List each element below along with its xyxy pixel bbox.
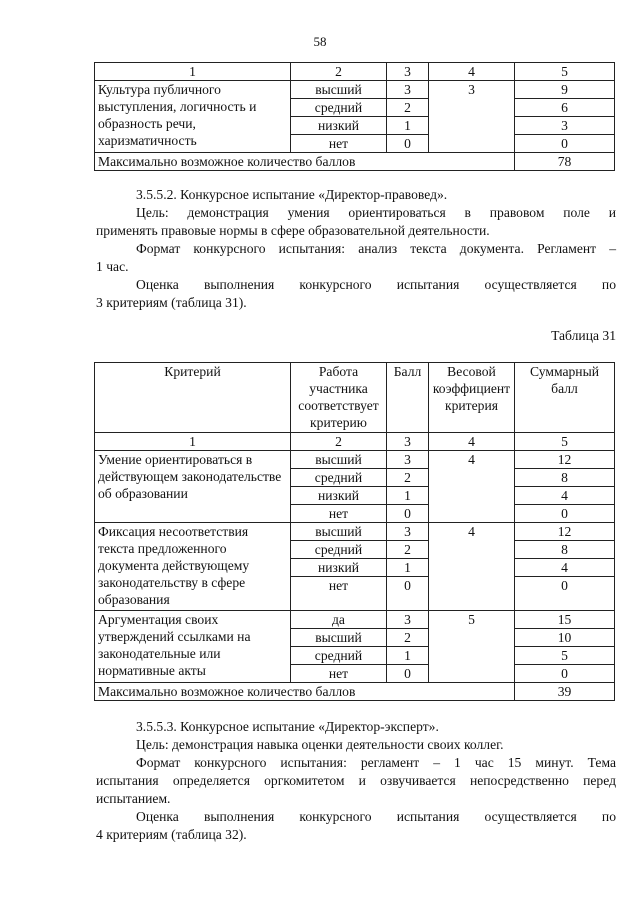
column-number-row (95, 433, 615, 451)
col-number: 5 (515, 433, 615, 451)
total-cell: 0 (515, 135, 615, 153)
level-cell: средний (291, 647, 387, 665)
level-cell: средний (291, 469, 387, 487)
total-cell: 0 (515, 577, 615, 611)
total-cell: 8 (515, 541, 615, 559)
table-top (94, 62, 615, 171)
score-cell: 1 (387, 487, 429, 505)
score-cell: 0 (387, 665, 429, 683)
total-cell: 12 (515, 523, 615, 541)
total-cell: 5 (515, 647, 615, 665)
score-cell: 0 (387, 577, 429, 611)
level-cell: средний (291, 99, 387, 117)
col-number: 5 (515, 63, 615, 81)
criterion-cell: Культура публичного выступления, логичность и образность речи, харизматичность (95, 81, 291, 153)
level-cell: нет (291, 135, 387, 153)
score-cell: 0 (387, 505, 429, 523)
total-cell: 12 (515, 451, 615, 469)
col-number: 4 (429, 433, 515, 451)
level-cell: высший (291, 523, 387, 541)
criterion-cell: Аргументация своих утверждений ссылками на законодательные или нормативные акты (95, 611, 291, 683)
header-row (95, 363, 615, 433)
section-director-lawyer (96, 186, 616, 312)
score-cell: 2 (387, 99, 429, 117)
format-text: испытанием. (96, 791, 171, 806)
max-label: Максимально возможное количество баллов (95, 683, 515, 701)
header-work: Работа участника соответствует критерию (291, 363, 387, 433)
evaluation-text: 3 критериям (таблица 31). (96, 295, 247, 310)
score-cell: 0 (387, 135, 429, 153)
page-number: 58 (313, 34, 327, 49)
total-cell: 0 (515, 665, 615, 683)
header-criterion: Критерий (95, 363, 291, 433)
evaluation-text: Оценка выполнения конкурсного испытания осуществляется по (136, 277, 616, 292)
evaluation-text: 4 критериям (таблица 32). (96, 827, 247, 842)
section-director-expert (96, 718, 616, 844)
col-number: 2 (291, 433, 387, 451)
criterion-cell: Фиксация несоответствия текста предложенного документа действующему законодательству в сфере образования (95, 523, 291, 611)
table-row (95, 523, 615, 541)
level-cell: нет (291, 665, 387, 683)
weight-cell: 3 (429, 81, 515, 153)
score-cell: 1 (387, 117, 429, 135)
level-cell: низкий (291, 487, 387, 505)
score-cell: 3 (387, 81, 429, 99)
header-score: Балл (387, 363, 429, 433)
table-row (95, 451, 615, 469)
weight-cell: 5 (429, 611, 515, 683)
evaluation-text: Оценка выполнения конкурсного испытания осуществляется по (136, 809, 616, 824)
max-row (95, 153, 615, 171)
level-cell: нет (291, 505, 387, 523)
format-text: 1 час. (96, 259, 129, 274)
total-cell: 6 (515, 99, 615, 117)
total-cell: 3 (515, 117, 615, 135)
weight-cell: 4 (429, 523, 515, 611)
max-label: Максимально возможное количество баллов (95, 153, 515, 171)
total-cell: 4 (515, 559, 615, 577)
total-cell: 9 (515, 81, 615, 99)
section-heading: 3.5.5.2. Конкурсное испытание «Директор-правовед». (136, 187, 448, 202)
level-cell: высший (291, 451, 387, 469)
total-cell: 8 (515, 469, 615, 487)
col-number: 2 (291, 63, 387, 81)
score-cell: 2 (387, 469, 429, 487)
level-cell: да (291, 611, 387, 629)
max-value: 39 (515, 683, 615, 701)
score-cell: 2 (387, 541, 429, 559)
format-text: Формат конкурсного испытания: анализ текста документа. Регламент – (136, 241, 616, 256)
level-cell: низкий (291, 117, 387, 135)
max-row (95, 683, 615, 701)
goal-text: Цель: демонстрация умения ориентироваться в правовом поле и (136, 205, 616, 220)
total-cell: 10 (515, 629, 615, 647)
weight-cell: 4 (429, 451, 515, 523)
level-cell: средний (291, 541, 387, 559)
score-cell: 3 (387, 451, 429, 469)
section-heading: 3.5.5.3. Конкурсное испытание «Директор-эксперт». (136, 719, 439, 734)
score-cell: 3 (387, 523, 429, 541)
total-cell: 4 (515, 487, 615, 505)
column-number-row (95, 63, 615, 81)
table-row (95, 611, 615, 629)
table-31 (94, 362, 615, 701)
format-text: Формат конкурсного испытания: регламент – 1 час 15 минут. Тема (136, 755, 616, 770)
goal-text: Цель: демонстрация навыка оценки деятельности своих коллег. (136, 737, 504, 752)
col-number: 1 (95, 433, 291, 451)
score-cell: 1 (387, 559, 429, 577)
table-caption: Таблица 31 (551, 328, 616, 343)
col-number: 4 (429, 63, 515, 81)
goal-text: применять правовые нормы в сфере образовательной деятельности. (96, 223, 490, 238)
level-cell: высший (291, 629, 387, 647)
max-value: 78 (515, 153, 615, 171)
level-cell: нет (291, 577, 387, 611)
level-cell: высший (291, 81, 387, 99)
col-number: 3 (387, 433, 429, 451)
total-cell: 15 (515, 611, 615, 629)
format-text: испытания определяется оргкомитетом и озвучивается непосредственно перед (96, 773, 616, 788)
col-number: 3 (387, 63, 429, 81)
col-number: 1 (95, 63, 291, 81)
score-cell: 2 (387, 629, 429, 647)
criterion-cell: Умение ориентироваться в действующем законодательстве об образовании (95, 451, 291, 523)
score-cell: 1 (387, 647, 429, 665)
table-row (95, 81, 615, 99)
score-cell: 3 (387, 611, 429, 629)
level-cell: низкий (291, 559, 387, 577)
header-total: Суммарный балл (515, 363, 615, 433)
header-weight: Весовой коэффициент критерия (429, 363, 515, 433)
total-cell: 0 (515, 505, 615, 523)
